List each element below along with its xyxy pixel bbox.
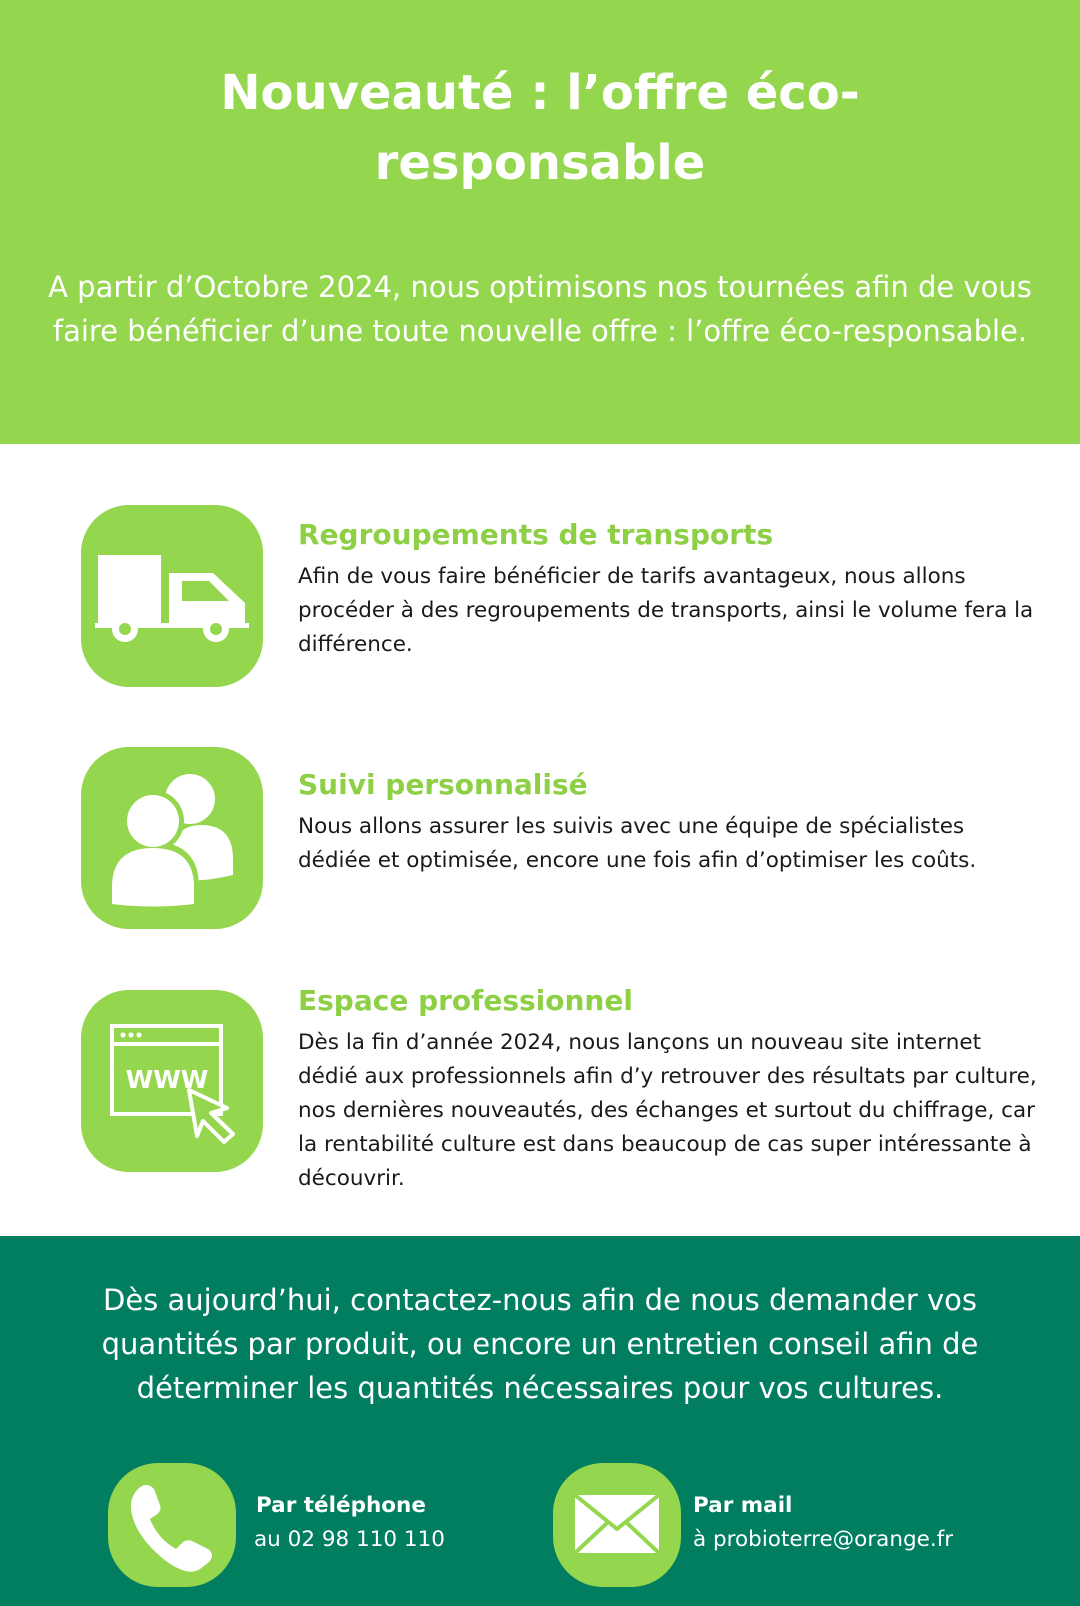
phone-label: Par téléphone [256, 1493, 426, 1518]
envelope-icon[interactable] [553, 1463, 681, 1587]
mail-address[interactable]: à probioterre@orange.fr [693, 1527, 954, 1552]
mail-label: Par mail [693, 1493, 793, 1518]
feature-text: Nous allons assurer les suivis avec une équipe de spécialistes dédiée et optimisée, encore une fois afin d’optimiser les coûts. [298, 814, 977, 873]
feature-title: Espace professionnel [298, 984, 633, 1017]
cta-text: Dès aujourd’hui, contactez-nous afin de nous demander vos quantités par produit, ou encore un entretien conseil afin de déterminer les quantités nécessaires pour vos cultures. [101, 1283, 979, 1405]
svg-text:WWW: WWW [125, 1065, 209, 1094]
phone-icon[interactable] [108, 1463, 236, 1587]
feature-title: Regroupements de transports [298, 518, 774, 551]
users-icon [81, 747, 263, 929]
truck-icon [81, 505, 263, 687]
feature-text: Afin de vous faire bénéficier de tarifs avantageux, nous allons procéder à des regroupements de transports, ainsi le volume fera la différence. [298, 564, 1034, 657]
feature-title: Suivi personnalisé [298, 768, 588, 801]
web-browser-icon [81, 990, 263, 1172]
contact-footer [0, 1236, 1080, 1606]
intro-text: A partir d’Octobre 2024, nous optimisons nos tournées afin de vous faire bénéficier d’une toute nouvelle offre : l’offre éco-responsable. [48, 270, 1032, 348]
phone-number[interactable]: au 02 98 110 110 [254, 1527, 445, 1552]
feature-text: Dès la fin d’année 2024, nous lançons un nouveau site internet dédié aux professionnels afin d’y retrouver des résultats par culture, nos dernières nouveautés, des échanges et surtout du chiffrage, car la rentabilité culture est dans beaucoup de cas super intéressante à découvrir. [298, 1030, 1037, 1191]
header-banner [0, 0, 1080, 444]
page-title: Nouveauté : l’offre éco-responsable [220, 65, 860, 191]
